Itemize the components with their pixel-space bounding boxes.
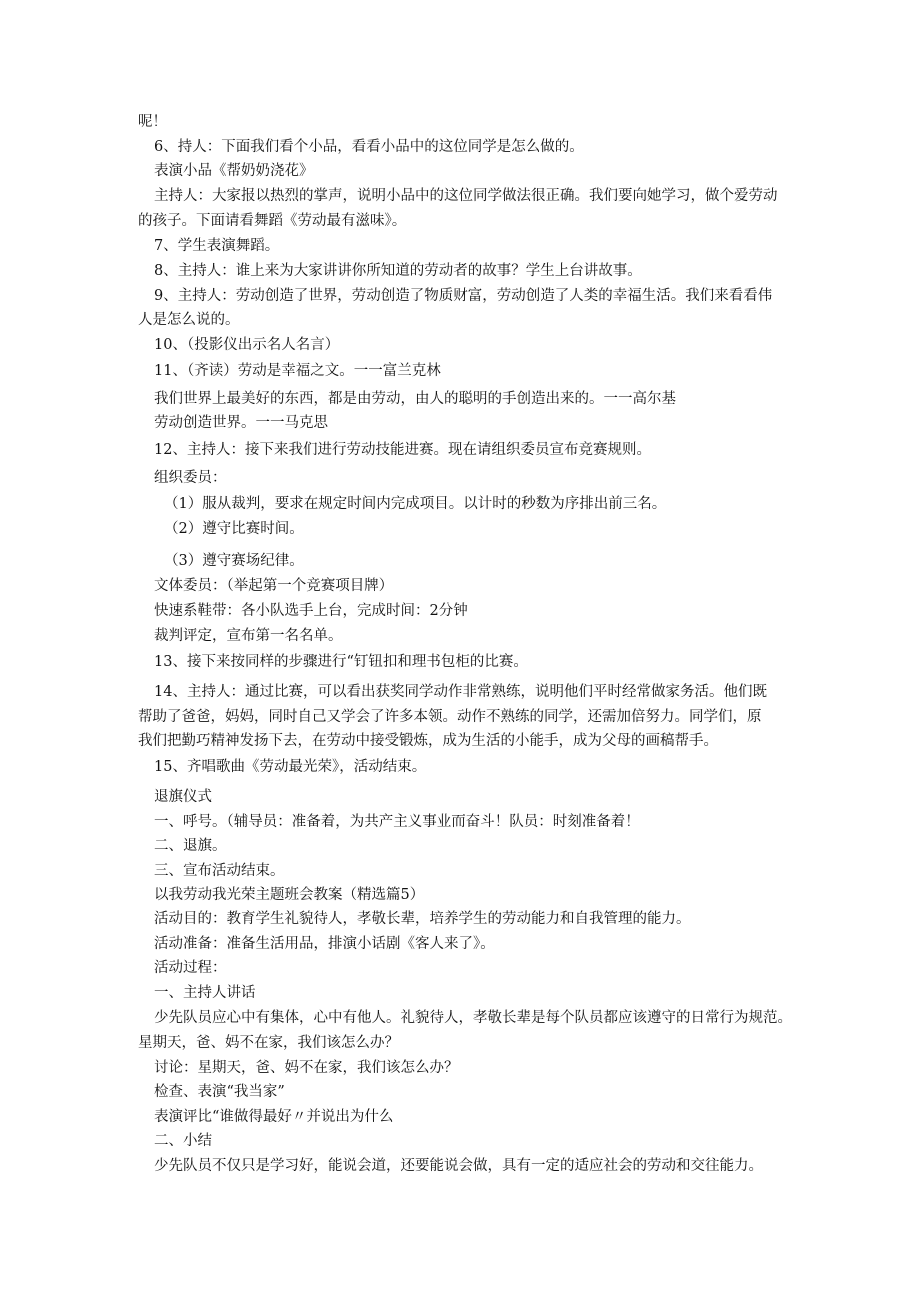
text-line-18: （3）遵守赛场纪律。 — [164, 553, 304, 569]
text-line-35: 一、主持人讲话 — [154, 985, 256, 1001]
text-line-1: 呢！ — [138, 114, 167, 130]
text-line-23: 14、主持人：通过比赛，可以看出获奖同学动作非常熟练，说明他们平时经常做家务活。他们既 — [154, 684, 767, 700]
text-line-37: 星期天，爸、妈不在家，我们该怎么办？ — [138, 1035, 399, 1051]
text-line-5: 的孩子。下面请看舞蹈《劳动最有滋味》。 — [138, 213, 407, 229]
text-line-2: 6、持人：下面我们看个小品，看看小品中的这位同学是怎么做的。 — [154, 139, 584, 155]
text-line-25: 我们把勤巧精神发扬下去，在劳动中接受锻炼，成为生活的小能手，成为父母的画稿帮手。 — [138, 733, 718, 749]
text-line-30: 三、宣布活动结束。 — [154, 863, 285, 879]
text-line-11: 11、（齐读）劳动是幸福之文。一一富兰克林 — [154, 363, 441, 379]
text-line-42: 少先队员不仅只是学习好，能说会道，还要能说会做，具有一定的适应社会的劳动和交往能力。 — [154, 1158, 763, 1174]
text-line-9: 人是怎么说的。 — [138, 312, 240, 328]
text-line-41: 二、小结 — [154, 1133, 212, 1149]
text-line-33: 活动准备：准备生活用品，排演小话剧《客人来了》。 — [154, 936, 495, 952]
text-line-21: 裁判评定，宣布第一名名单。 — [154, 628, 343, 644]
text-line-20: 快速系鞋带：各小队选手上台，完成时间：2分钟 — [154, 603, 468, 619]
text-line-34: 活动过程： — [154, 960, 227, 976]
text-line-17: （2）遵守比赛时间。 — [164, 521, 304, 537]
text-line-26: 15、齐唱歌曲《劳动最光荣》，活动结束。 — [154, 759, 427, 775]
text-line-28: 一、呼号。（辅导员：准备着，为共产主义事业而奋斗！队员：时刻准备着！ — [154, 814, 640, 830]
text-line-39: 检查、表演“我当家” — [154, 1084, 285, 1100]
text-line-7: 8、主持人：谁上来为大家讲讲你所知道的劳动者的故事？学生上台讲故事。 — [154, 263, 642, 279]
text-line-12: 我们世界上最美好的东西，都是由劳动，由人的聪明的手创造出来的。一一高尔基 — [154, 391, 676, 407]
text-line-15: 组织委员： — [154, 470, 227, 486]
text-line-8: 9、主持人：劳动创造了世界，劳动创造了物质财富，劳动创造了人类的幸福生活。我们来看看伟 — [154, 288, 773, 304]
text-line-10: 10、（投影仪出示名人名言） — [154, 337, 340, 353]
text-line-6: 7、学生表演舞蹈。 — [154, 238, 280, 254]
text-line-40: 表演评比“谁做得最好〃并说出为什么 — [154, 1109, 394, 1125]
text-line-19: 文体委员：（举起第一个竞赛项目牌） — [154, 578, 394, 594]
text-line-27: 退旗仪式 — [154, 789, 212, 805]
text-line-22: 13、接下来按同样的步骤进行“钉钮扣和理书包柜的比赛。 — [154, 654, 528, 670]
text-line-32: 活动目的：教育学生礼貌待人，孝敬长辈，培养学生的劳动能力和自我管理的能力。 — [154, 911, 691, 927]
text-line-13: 劳动创造世界。一一马克思 — [154, 415, 328, 431]
text-line-4: 主持人：大家报以热烈的掌声，说明小品中的这位同学做法很正确。我们要向她学习，做个爱劳动 — [154, 188, 778, 204]
text-line-38: 讨论：星期天，爸、妈不在家，我们该怎么办？ — [154, 1060, 459, 1076]
text-line-24: 帮助了爸爸，妈妈，同时自己又学会了许多本领。动作不熟练的同学，还需加倍努力。同学们，原 — [138, 709, 762, 725]
text-line-16: （1）服从裁判，要求在规定时间内完成项目。以计时的秒数为序排出前三名。 — [164, 496, 667, 512]
text-line-3: 表演小品《帮奶奶浇花》 — [154, 163, 314, 179]
text-line-14: 12、主持人：接下来我们进行劳动技能进赛。现在请组织委员宣布竞赛规则。 — [154, 442, 651, 458]
text-line-31: 以我劳动我光荣主题班会教案（精选篇5） — [154, 887, 425, 903]
text-line-36: 少先队员应心中有集体，心中有他人。礼貌待人，孝敬长辈是每个队员都应该遵守的日常行为规范。 — [154, 1010, 792, 1026]
text-line-29: 二、退旗。 — [154, 838, 227, 854]
